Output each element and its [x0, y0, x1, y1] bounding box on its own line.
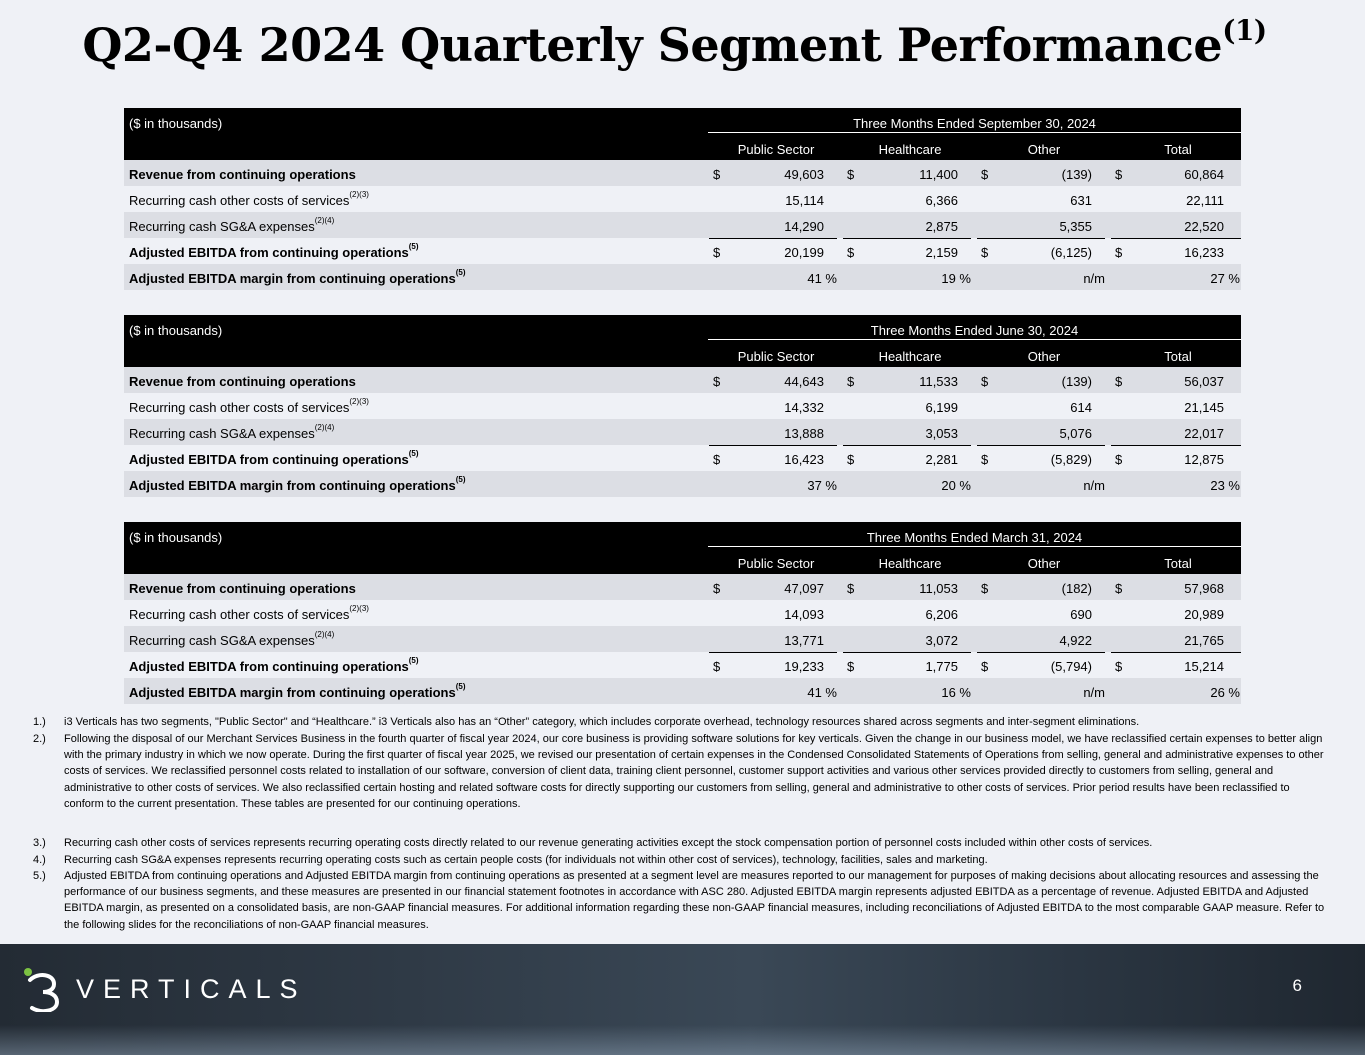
table-row: [124, 600, 1241, 626]
table-cell: 44,643: [784, 374, 824, 389]
footnote-text: Adjusted EBITDA from continuing operations and Adjusted EBITDA margin from continuing operations as presented at a segment level are measures reported to our management for purposes of making decisions about allocating resources and assessing the performance of our business segments, and these measures are presented in our financial statement footnotes in accordance with ASC 280. Adjusted EBITDA margin represents adjusted EBITDA as a percentage of revenue. Adjusted EBITDA and Adjusted EBITDA margin, as presented on a consolidated basis, are non-GAAP financial measures. For additional information regarding these non-GAAP financial measures, including reconciliations of Adjusted EBITDA to the most comparable GAAP measure. Refer to the following slides for the reconciliations of non-GAAP financial measures.: [64, 870, 1325, 931]
table-row: [124, 367, 1241, 393]
table-cell: (6,125): [1050, 245, 1092, 260]
i3-logo-icon: [22, 966, 62, 1012]
table-cell: 1,775: [925, 659, 958, 674]
table-cell: 2,281: [925, 452, 958, 467]
company-logo: [22, 966, 307, 1012]
currency-symbol: $: [981, 374, 989, 389]
table-row: [124, 238, 1241, 264]
table-cell: 56,037: [1184, 374, 1224, 389]
currency-symbol: $: [1115, 245, 1123, 260]
table-row: [124, 471, 1241, 497]
table-cell: 690: [1070, 607, 1092, 622]
currency-symbol: $: [981, 581, 989, 596]
table-cell: 2,159: [925, 245, 958, 260]
row-label: Recurring cash other costs of services$^{(2)(3)}$: [129, 604, 369, 622]
row-label: Recurring cash SG&A expenses$^{(2)(4)}$: [129, 216, 335, 234]
unit-label: ($ in thousands): [129, 530, 223, 545]
table-cell: (182): [1061, 581, 1092, 596]
currency-symbol: $: [847, 581, 855, 596]
footnote-text: Recurring cash SG&A expenses represents recurring operating costs such as certain people costs (for individuals not within other cost of services), technology, facilities, sales and marketing.: [64, 854, 988, 866]
table-cell: 57,968: [1184, 581, 1224, 596]
row-label: Adjusted EBITDA margin from continuing operations$^{(5)}$: [129, 475, 466, 493]
table-cell: (139): [1061, 167, 1092, 182]
table-cell: 11,400: [919, 167, 958, 182]
table-cell: 2,875: [925, 219, 958, 234]
footnote-number: 5.): [33, 870, 46, 882]
currency-symbol: $: [1115, 581, 1123, 596]
table-cell: 13,888: [784, 426, 824, 441]
row-label: Revenue from continuing operations: [129, 167, 356, 182]
table-cell: 4,922: [1059, 633, 1092, 648]
table-row: [124, 445, 1241, 471]
table-row: [124, 419, 1241, 445]
column-header: Other: [1027, 142, 1061, 157]
table-cell: 37 %: [807, 478, 837, 493]
column-header: Healthcare: [878, 556, 942, 571]
table-cell: 20,989: [1184, 607, 1224, 622]
table-cell: 631: [1070, 193, 1092, 208]
table-cell: 11,533: [919, 374, 958, 389]
column-header: Public Sector: [737, 349, 815, 364]
unit-label: ($ in thousands): [129, 323, 223, 338]
table-cell: 22,017: [1184, 426, 1224, 441]
table-cell: 49,603: [784, 167, 824, 182]
table-cell: (139): [1061, 374, 1092, 389]
period-label: Three Months Ended March 31, 2024: [866, 530, 1083, 545]
footnote-number: 2.): [33, 733, 46, 745]
table-header-columns: [124, 341, 1241, 367]
table-cell: 16,233: [1184, 245, 1224, 260]
row-label: Revenue from continuing operations: [129, 374, 356, 389]
row-label: Adjusted EBITDA from continuing operations$^{(5)}$: [129, 242, 419, 260]
table-cell: 16,423: [784, 452, 824, 467]
table-cell: 3,072: [925, 633, 958, 648]
table-cell: 14,332: [784, 400, 824, 415]
row-label: Adjusted EBITDA from continuing operations$^{(5)}$: [129, 656, 419, 674]
table-cell: 6,206: [925, 607, 958, 622]
currency-symbol: $: [1115, 374, 1123, 389]
table-header-columns: [124, 548, 1241, 574]
currency-symbol: $: [981, 659, 989, 674]
table-row: [124, 186, 1241, 212]
table-cell: 22,111: [1186, 193, 1224, 208]
table-cell: 41 %: [807, 271, 837, 286]
table-cell: 14,093: [784, 607, 824, 622]
table-row: [124, 574, 1241, 600]
footnote-text: i3 Verticals has two segments, "Public Sector" and “Healthcare.” i3 Verticals also has an “Other” category, which includes corporate overhead, technology resources shared across segments and inter-segment eliminations.: [64, 716, 1140, 728]
table-cell: 12,875: [1184, 452, 1224, 467]
row-label: Adjusted EBITDA margin from continuing operations$^{(5)}$: [129, 268, 466, 286]
row-label: Adjusted EBITDA from continuing operations$^{(5)}$: [129, 449, 419, 467]
table-cell: 6,199: [925, 400, 958, 415]
segment-table: [124, 315, 1241, 497]
segment-table: [124, 108, 1241, 290]
table-row: [124, 626, 1241, 652]
unit-label: ($ in thousands): [129, 116, 223, 131]
column-header: Other: [1027, 556, 1061, 571]
table-cell: 23 %: [1210, 478, 1240, 493]
footer-banner: [0, 944, 1365, 1055]
column-header: Healthcare: [878, 142, 942, 157]
table-cell: 20,199: [784, 245, 824, 260]
table-cell: 47,097: [784, 581, 824, 596]
row-label: Revenue from continuing operations: [129, 581, 356, 596]
table-row: [124, 264, 1241, 290]
row-label: Recurring cash other costs of services$^{(2)(3)}$: [129, 397, 369, 415]
currency-symbol: $: [713, 245, 721, 260]
column-header: Public Sector: [737, 142, 815, 157]
table-cell: 3,053: [925, 426, 958, 441]
row-label: Adjusted EBITDA margin from continuing operations$^{(5)}$: [129, 682, 466, 700]
table-row: [124, 678, 1241, 704]
column-header: Total: [1164, 349, 1192, 364]
table-cell: 26 %: [1210, 685, 1240, 700]
column-header: Public Sector: [737, 556, 815, 571]
table-cell: 20 %: [941, 478, 971, 493]
table-cell: 27 %: [1210, 271, 1240, 286]
table-row: [124, 160, 1241, 186]
table-cell: 41 %: [807, 685, 837, 700]
table-cell: 14,290: [784, 219, 824, 234]
table-row: [124, 393, 1241, 419]
column-header: Total: [1164, 142, 1192, 157]
footnote-number: 4.): [33, 854, 46, 866]
row-label: Recurring cash SG&A expenses$^{(2)(4)}$: [129, 423, 335, 441]
currency-symbol: $: [981, 245, 989, 260]
currency-symbol: $: [1115, 452, 1123, 467]
table-cell: (5,794): [1050, 659, 1092, 674]
table-header-period: [124, 522, 1241, 548]
row-label: Recurring cash SG&A expenses$^{(2)(4)}$: [129, 630, 335, 648]
table-cell: n/m: [1083, 478, 1105, 493]
table-cell: 13,771: [784, 633, 824, 648]
currency-symbol: $: [1115, 167, 1123, 182]
table-header-period: [124, 315, 1241, 341]
footnote-number: 3.): [33, 837, 46, 849]
currency-symbol: $: [713, 659, 721, 674]
table-cell: 19,233: [784, 659, 824, 674]
segment-table: [124, 522, 1241, 704]
table-cell: 5,355: [1059, 219, 1092, 234]
table-cell: 5,076: [1059, 426, 1092, 441]
table-cell: 22,520: [1184, 219, 1224, 234]
table-cell: (5,829): [1050, 452, 1092, 467]
row-label: Recurring cash other costs of services$^{(2)(3)}$: [129, 190, 369, 208]
currency-symbol: $: [981, 452, 989, 467]
period-label: Three Months Ended September 30, 2024: [853, 116, 1096, 131]
currency-symbol: $: [713, 374, 721, 389]
currency-symbol: $: [1115, 659, 1123, 674]
currency-symbol: $: [847, 245, 855, 260]
currency-symbol: $: [847, 167, 855, 182]
table-cell: n/m: [1083, 271, 1105, 286]
table-cell: 6,366: [925, 193, 958, 208]
table-cell: 614: [1070, 400, 1092, 415]
table-row: [124, 212, 1241, 238]
table-cell: 11,053: [919, 581, 958, 596]
currency-symbol: $: [847, 452, 855, 467]
column-header: Total: [1164, 556, 1192, 571]
footnote-text: Following the disposal of our Merchant Services Business in the fourth quarter of fiscal year 2024, our core business is providing software solutions for key verticals. Given the change in our business model, we have reclassified certain expenses to better align with the primary industry in which we now operate. During the first quarter of fiscal year 2025, we revised our presentation of certain expenses in the Condensed Consolidated Statements of Operations from selling, general and administrative expenses to other costs of services. We reclassified personnel costs related to installation of our software, conversion of client data, training client personnel, customer support activities and various other services provided directly to customers from selling, general and administrative to other costs of services. We also reclassified certain hosting and related software costs for directly supporting our customers from selling, general and administrative to other costs of services. Prior period results have been reclassified to conform to the current presentation. These tables are presented for our continuing operations.: [64, 733, 1324, 810]
currency-symbol: $: [713, 167, 721, 182]
logo-wordmark: VERTICALS: [76, 973, 307, 1004]
currency-symbol: $: [713, 452, 721, 467]
table-row: [124, 652, 1241, 678]
table-cell: n/m: [1083, 685, 1105, 700]
currency-symbol: $: [981, 167, 989, 182]
table-cell: 21,765: [1184, 633, 1224, 648]
page-number: 6: [1292, 976, 1302, 995]
table-cell: 15,214: [1184, 659, 1224, 674]
currency-symbol: $: [847, 659, 855, 674]
footnote-number: 1.): [33, 716, 46, 728]
column-header: Healthcare: [878, 349, 942, 364]
currency-symbol: $: [713, 581, 721, 596]
table-cell: 19 %: [941, 271, 971, 286]
table-cell: 16 %: [941, 685, 971, 700]
table-cell: 60,864: [1184, 167, 1224, 182]
period-label: Three Months Ended June 30, 2024: [870, 323, 1079, 338]
table-cell: 15,114: [785, 193, 824, 208]
currency-symbol: $: [847, 374, 855, 389]
column-header: Other: [1027, 349, 1061, 364]
page-title: Q2-Q4 2024 Quarterly Segment Performance$^{(1)}$: [82, 14, 1267, 72]
table-header-period: [124, 108, 1241, 134]
table-header-columns: [124, 134, 1241, 160]
footnote-text: Recurring cash other costs of services represents recurring operating costs directly related to our revenue generating activities except the stock compensation portion of personnel costs included within other costs of services.: [64, 837, 1153, 849]
table-cell: 21,145: [1184, 400, 1224, 415]
